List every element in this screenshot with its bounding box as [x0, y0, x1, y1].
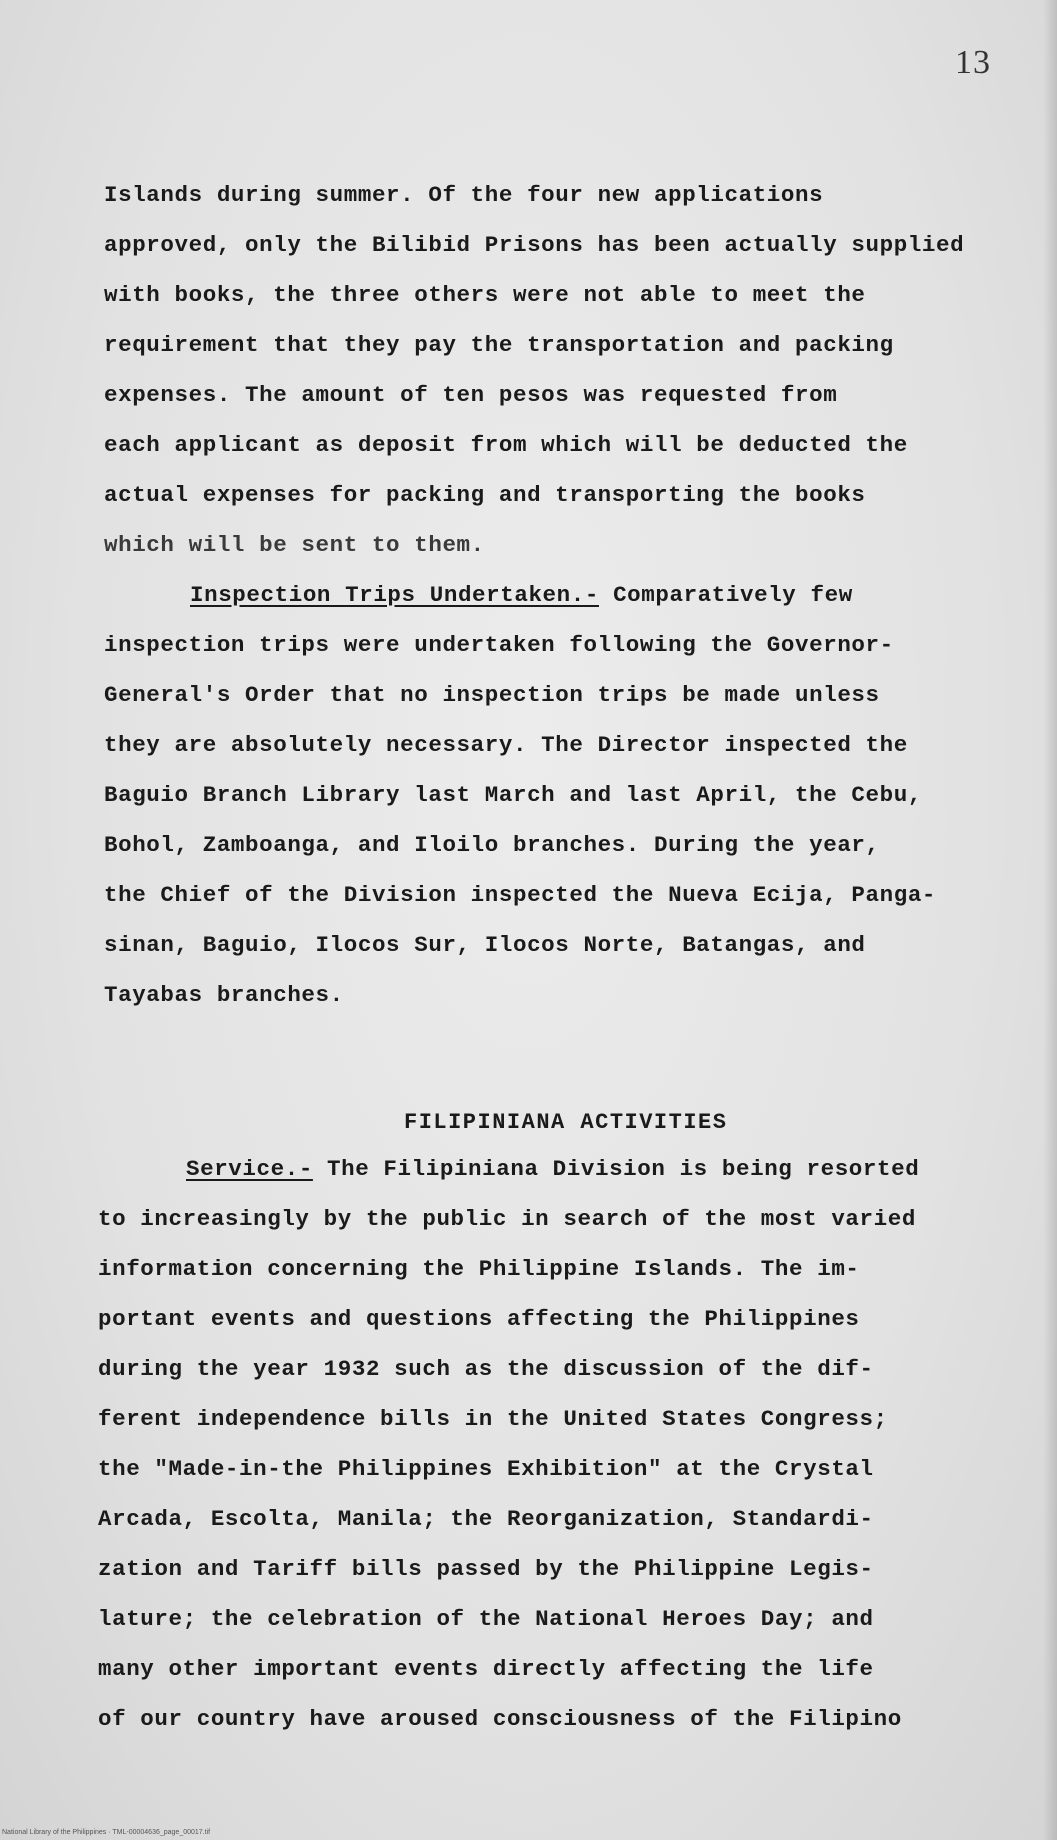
text-line: each applicant as deposit from which will be deducted the — [104, 432, 908, 458]
text-line: approved, only the Bilibid Prisons has been actually supplied — [104, 232, 965, 258]
text-line: portant events and questions affecting the Philippines — [98, 1306, 860, 1332]
text-line: inspection trips were undertaken following the Governor- — [104, 632, 894, 658]
text-line: requirement that they pay the transportation and packing — [104, 332, 894, 358]
text-line: General's Order that no inspection trips be made unless — [104, 682, 880, 708]
text-line: of our country have aroused consciousness of the Filipino — [98, 1706, 902, 1732]
text-line: Baguio Branch Library last March and last April, the Cebu, — [104, 782, 922, 808]
text-line: during the year 1932 such as the discussion of the dif- — [98, 1356, 874, 1382]
page-number: 13 — [955, 44, 991, 81]
text-line: to increasingly by the public in search of the most varied — [98, 1206, 916, 1232]
text-line: with books, the three others were not able to meet the — [104, 282, 866, 308]
text-line: they are absolutely necessary. The Director inspected the — [104, 732, 908, 758]
page-edge-shadow — [1043, 0, 1057, 1840]
text-line: which will be sent to them. — [104, 532, 485, 558]
paragraph-heading: Service.- — [186, 1156, 313, 1182]
text-line: Arcada, Escolta, Manila; the Reorganization, Standardi- — [98, 1506, 874, 1532]
text-line: sinan, Baguio, Ilocos Sur, Ilocos Norte, Batangas, and — [104, 932, 866, 958]
paragraph-first-line-text: Comparatively few — [598, 582, 853, 608]
section-title: FILIPINIANA ACTIVITIES — [404, 1110, 728, 1135]
text-line: lature; the celebration of the National Heroes Day; and — [98, 1606, 874, 1632]
text-line: zation and Tariff bills passed by the Philippine Legis- — [98, 1556, 874, 1582]
text-line: information concerning the Philippine Islands. The im- — [98, 1256, 860, 1282]
text-line: actual expenses for packing and transporting the books — [104, 482, 866, 508]
paragraph-first-line — [186, 1158, 919, 1181]
text-line: many other important events directly affecting the life — [98, 1656, 874, 1682]
text-line: the "Made-in-the Philippines Exhibition" at the Crystal — [98, 1456, 874, 1482]
paragraph-first-line-text: The Filipiniana Division is being resorted — [312, 1156, 920, 1182]
text-line: ferent independence bills in the United States Congress; — [98, 1406, 888, 1432]
paragraph-heading: Inspection Trips Undertaken.- — [190, 582, 599, 608]
scan-footer-note: National Library of the Philippines · TML-00004636_page_00017.tif — [2, 1829, 211, 1836]
text-line: the Chief of the Division inspected the Nueva Ecija, Panga- — [104, 882, 937, 908]
paragraph-first-line — [190, 584, 853, 607]
text-line: expenses. The amount of ten pesos was requested from — [104, 382, 838, 408]
text-line: Bohol, Zamboanga, and Iloilo branches. During the year, — [104, 832, 880, 858]
text-line: Tayabas branches. — [104, 982, 344, 1008]
text-line: Islands during summer. Of the four new applications — [104, 182, 824, 208]
